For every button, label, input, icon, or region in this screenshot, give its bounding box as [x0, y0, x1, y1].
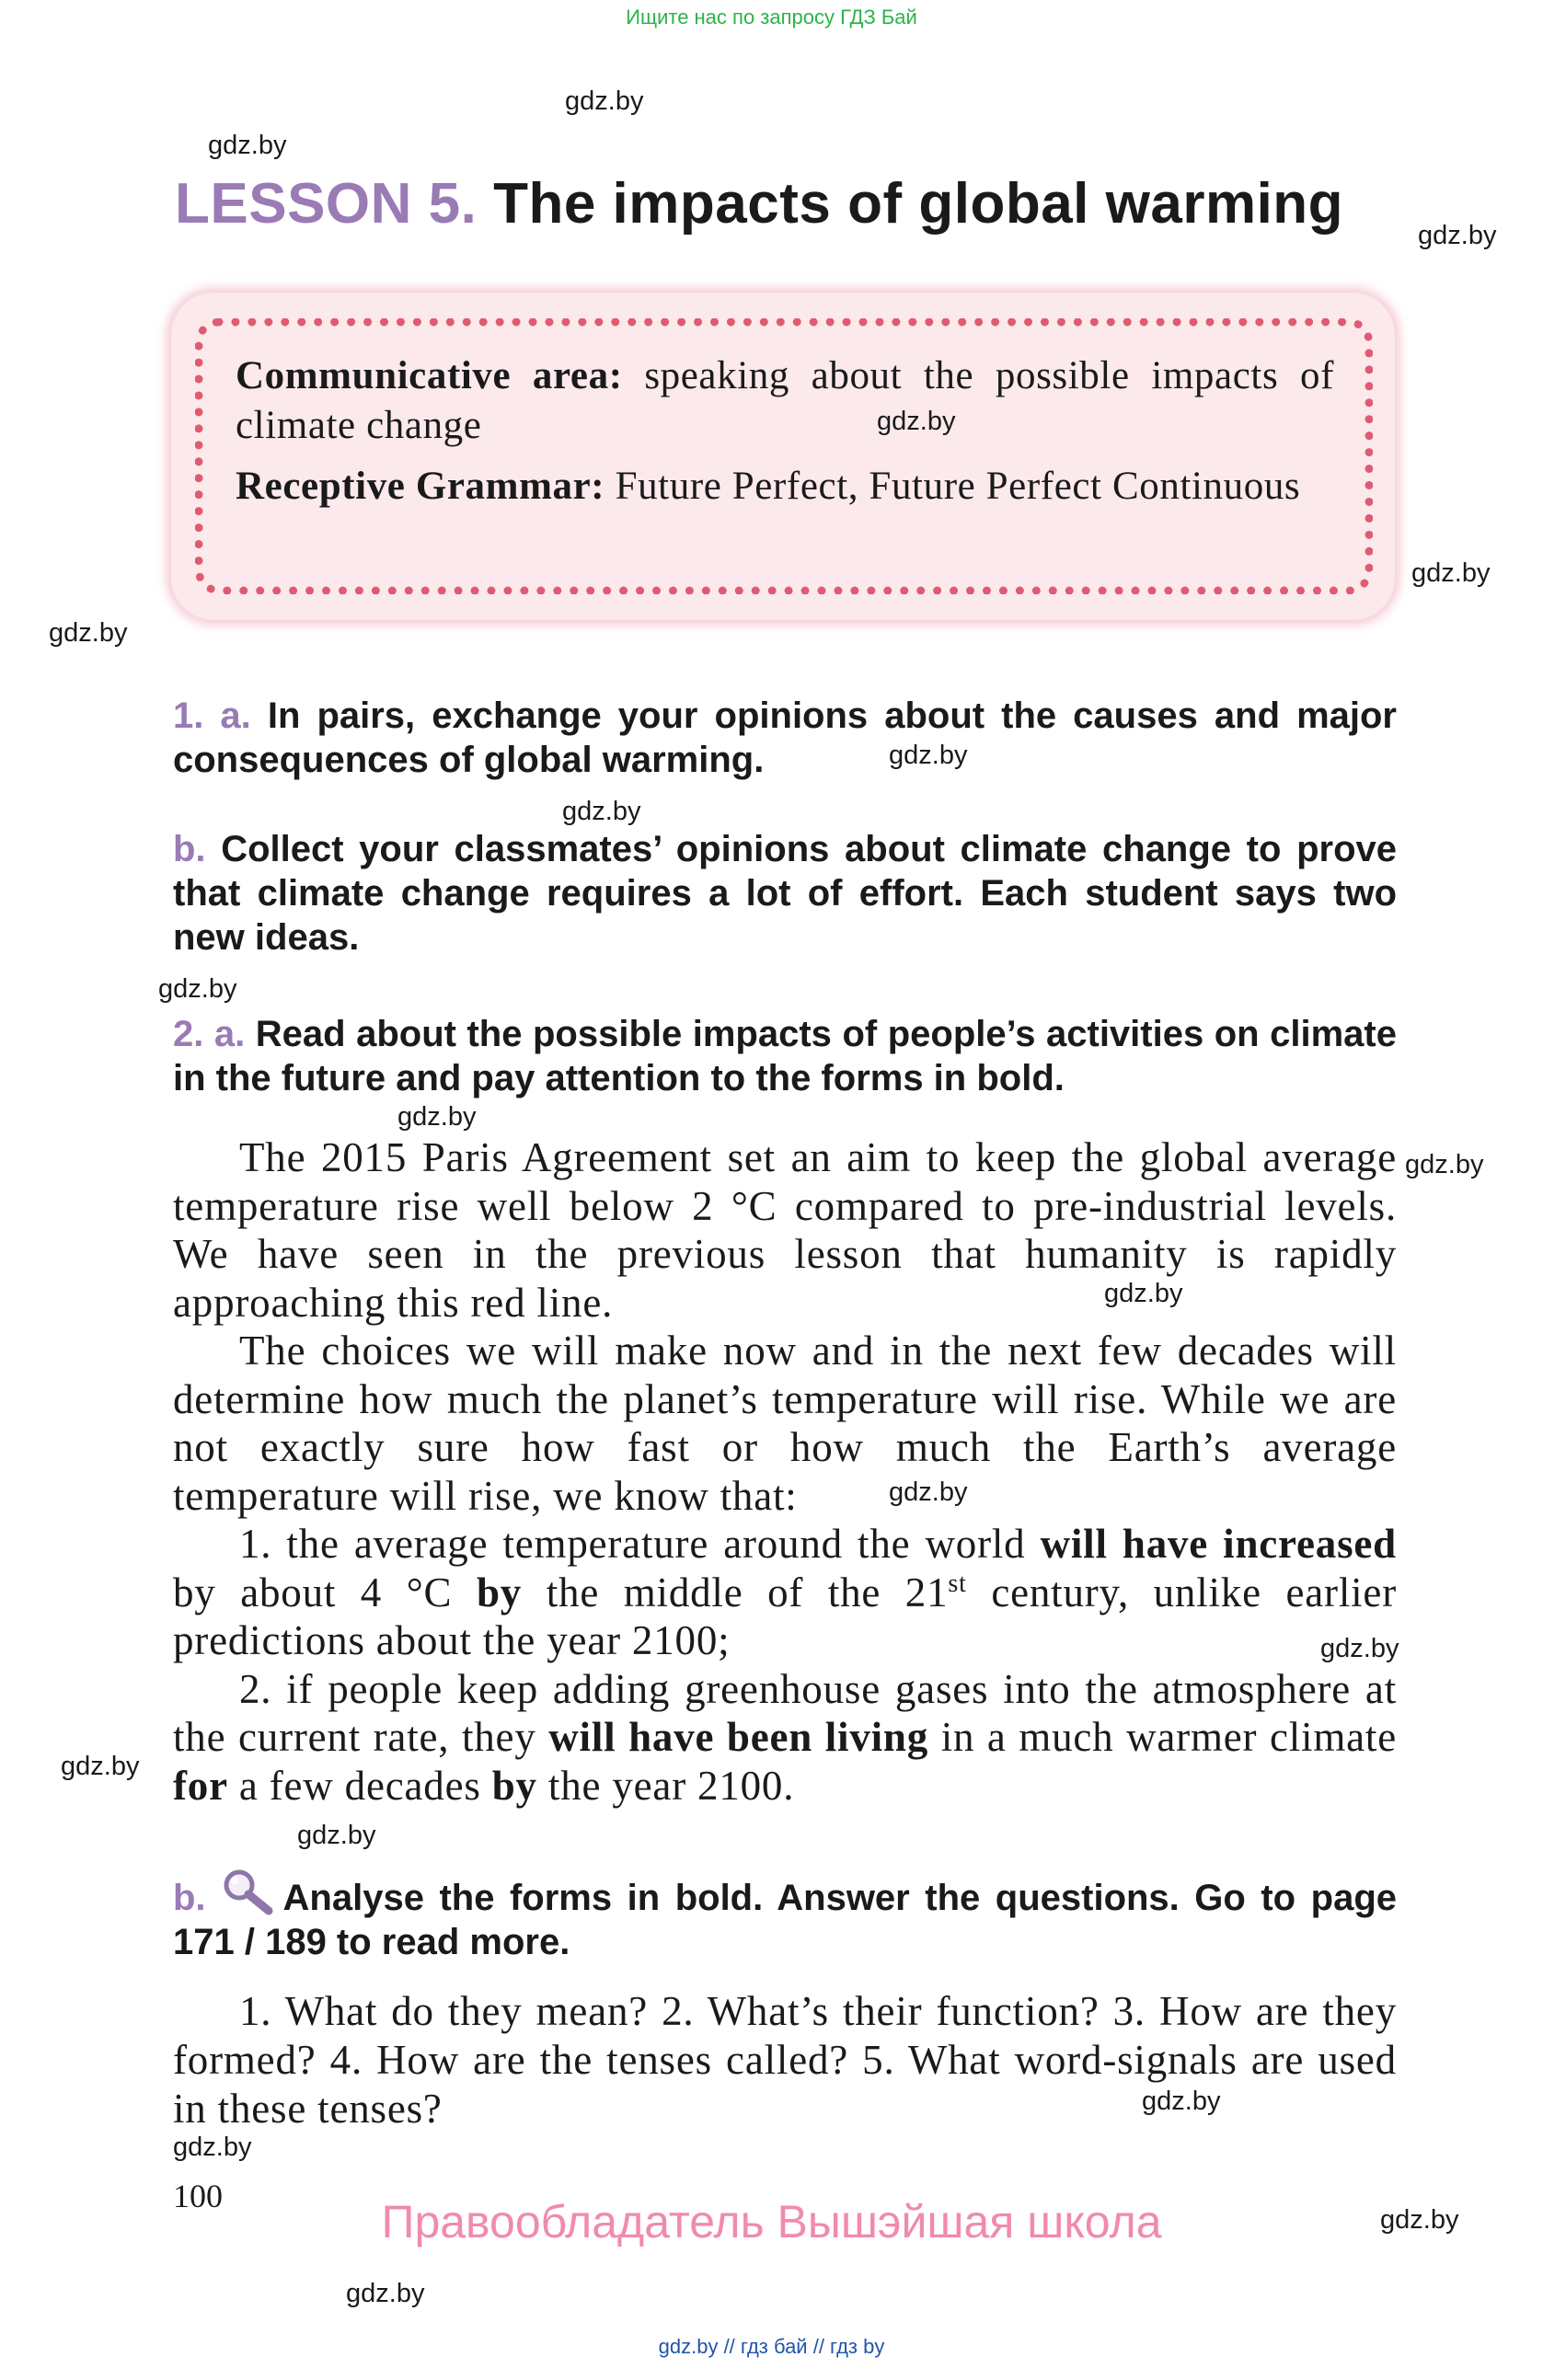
page-number: 100	[173, 2178, 223, 2214]
watermark: gdz.by	[297, 1821, 376, 1850]
watermark: gdz.by	[1405, 1150, 1484, 1179]
watermark: gdz.by	[173, 2133, 252, 2162]
communicative-label: Communicative area:	[236, 354, 623, 397]
grammar-label: Receptive Grammar:	[236, 465, 605, 508]
watermark: gdz.by	[397, 1102, 477, 1132]
communicative-text: speaking about the possible impacts of climate change	[236, 354, 1334, 447]
objectives-text	[236, 351, 1334, 523]
task-number: 1. a.	[173, 696, 251, 736]
task-2a	[173, 1012, 1397, 1100]
task-text: Read about the possible impacts of people’s activities on climate in the future and pay attention to the forms in bold.	[173, 1014, 1397, 1098]
copyright-watermark: Правообладатель Вышэйшая школа	[381, 2196, 1162, 2248]
watermark: gdz.by	[1418, 221, 1497, 250]
watermark: gdz.by	[346, 2279, 425, 2308]
paragraph: 1. the average temperature around the world will have increased by about 4 °C by the middle of the 21st century, unlike earlier predictions about the year 2100;	[173, 1521, 1397, 1663]
top-banner[interactable]: Ищите нас по запросу ГДЗ Бай	[626, 6, 917, 29]
watermark: gdz.by	[877, 407, 956, 436]
watermark: gdz.by	[889, 1477, 968, 1507]
watermark: gdz.by	[208, 131, 287, 160]
task-1a	[173, 694, 1397, 782]
watermark: gdz.by	[1142, 2087, 1221, 2116]
watermark: gdz.by	[1104, 1279, 1183, 1308]
task-number: 2. a.	[173, 1014, 246, 1054]
watermark: gdz.by	[61, 1752, 140, 1781]
watermark: gdz.by	[158, 974, 237, 1004]
watermark: gdz.by	[49, 618, 128, 648]
task-1b	[173, 827, 1397, 960]
lesson-number: LESSON 5.	[175, 172, 478, 236]
task-number: b.	[173, 1878, 206, 1918]
watermark: gdz.by	[1320, 1634, 1399, 1663]
task-text: Analyse the forms in bold. Answer the questions. Go to page 171 / 189 to read more.	[173, 1878, 1397, 1962]
paragraph: 1. What do they mean? 2. What’s their function? 3. How are they formed? 4. How are the tenses called? 5. What word-signals are used in these tenses?	[173, 1988, 1397, 2132]
lesson-topic: The impacts of global warming	[493, 172, 1344, 236]
task-2b	[173, 1868, 1397, 1964]
task-text: In pairs, exchange your opinions about the causes and major consequences of global warming.	[173, 696, 1397, 780]
bottom-links[interactable]: gdz.by // гдз бай // гдз by	[658, 2335, 885, 2358]
grammar-text: Future Perfect, Future Perfect Continuous	[615, 465, 1301, 508]
watermark: gdz.by	[1411, 558, 1491, 588]
watermark: gdz.by	[562, 797, 641, 826]
task-text: Collect your classmates’ opinions about climate change to prove that climate change requires a lot of effort. Each student says two new ideas.	[173, 829, 1397, 958]
objectives-box	[171, 293, 1395, 620]
watermark: gdz.by	[889, 741, 968, 770]
magnifier-icon	[221, 1868, 274, 1915]
watermark: gdz.by	[1380, 2205, 1459, 2235]
watermark: gdz.by	[565, 86, 644, 116]
task-number: b.	[173, 829, 206, 869]
reading-text	[173, 1133, 1397, 1810]
paragraph: The choices we will make now and in the next few decades will determine how much the planet’s temperature will rise. While we are not exactly sure how fast or how much the Earth’s average temperature will rise, we know that:	[173, 1328, 1397, 1519]
paragraph: 2. if people keep adding greenhouse gases into the atmosphere at the current rate, they will have been living in a much warmer climate for a few decades by the year 2100.	[173, 1665, 1397, 1809]
paragraph: The 2015 Paris Agreement set an aim to keep the global average temperature rise well below 2 °C compared to pre-industrial levels. We have seen in the previous lesson that humanity is rapidly approaching this red line.	[173, 1134, 1397, 1326]
lesson-title	[175, 171, 1343, 236]
